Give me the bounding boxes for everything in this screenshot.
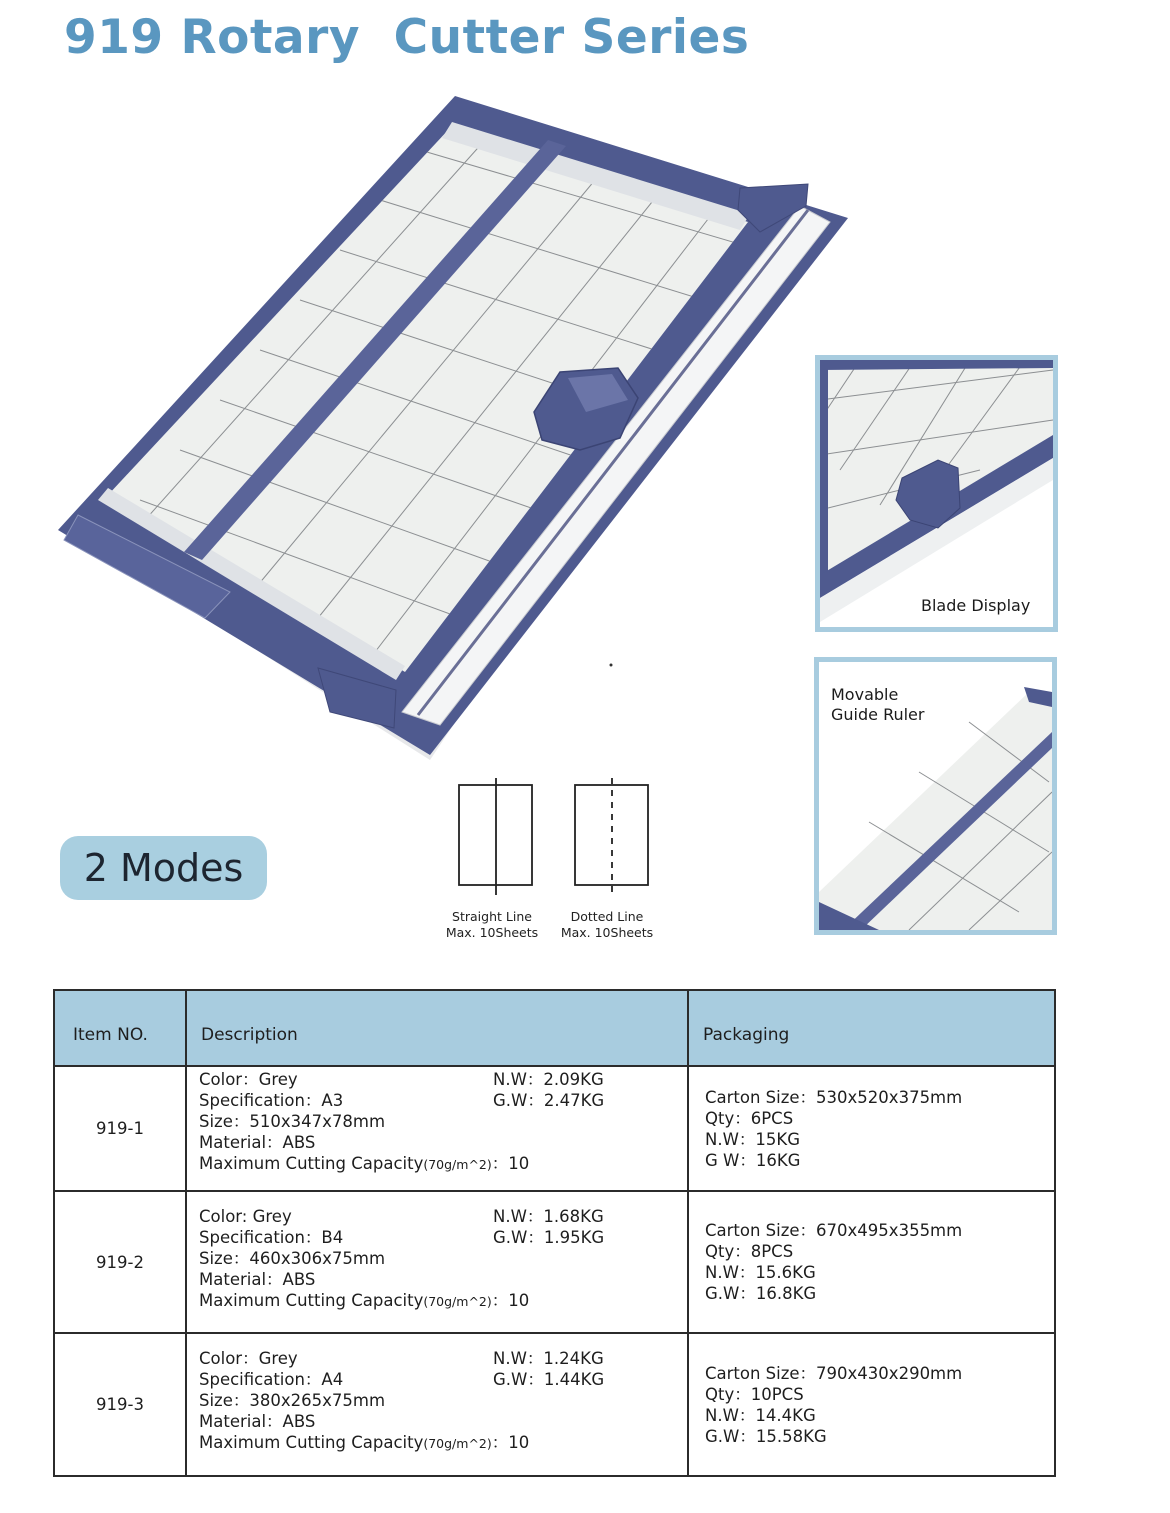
capacity-label: Maximum Cutting Capacity (199, 1291, 424, 1310)
capacity-unit: (70g/m^2) (423, 1294, 492, 1309)
size-value: Size：380x265x75mm (199, 1391, 386, 1410)
blade-display-label: Blade Display (921, 596, 1031, 615)
item-no-cell: 919-2 (54, 1191, 186, 1333)
capacity-number: ：10 (491, 1291, 530, 1310)
capacity-value (199, 1432, 687, 1454)
description-cell (186, 1066, 688, 1191)
quantity: Qty：6PCS (705, 1108, 794, 1128)
carton-net-weight: N.W：15.6KG (705, 1263, 816, 1282)
capacity-unit: (70g/m^2) (423, 1436, 492, 1451)
net-weight: N.W：1.68KG (493, 1207, 604, 1226)
specification-value: Specification：B4 (199, 1228, 344, 1247)
dotted-line-label: Dotted Line (570, 909, 644, 924)
header-description: Description (186, 990, 688, 1066)
description-cell (186, 1191, 688, 1333)
material-value: Material：ABS (199, 1133, 316, 1152)
dotted-line-capacity: Max. 10Sheets (560, 925, 654, 940)
guide-ruler-inset (814, 657, 1057, 935)
table-row (54, 1066, 1055, 1191)
specification-value: Specification：A4 (199, 1370, 344, 1389)
straight-line-capacity: Max. 10Sheets (445, 925, 539, 940)
header-item-no: Item NO. (54, 990, 186, 1066)
straight-line-label: Straight Line (452, 909, 532, 924)
quantity: Qty：8PCS (705, 1242, 794, 1261)
table-header-row (54, 990, 1055, 1066)
item-no-cell: 919-3 (54, 1333, 186, 1476)
color-value: Color：Grey (199, 1349, 298, 1368)
packaging-cell (688, 1333, 1055, 1476)
blade-closeup-image (820, 360, 1053, 627)
blade-display-inset (815, 355, 1058, 632)
gross-weight: G.W：2.47KG (493, 1091, 605, 1110)
straight-line-caption (427, 909, 557, 941)
quantity: Qty：10PCS (705, 1384, 804, 1404)
dotted-line-caption (542, 909, 672, 941)
carton-net-weight: N.W：14.4KG (705, 1405, 816, 1425)
table-row (54, 1333, 1055, 1476)
rotary-cutter-illustration (0, 0, 870, 770)
carton-net-weight: N.W：15KG (705, 1129, 801, 1149)
guide-ruler-label: Movable Guide Ruler (831, 685, 925, 724)
capacity-label: Maximum Cutting Capacity (199, 1154, 424, 1173)
gross-weight: G.W：1.44KG (493, 1370, 605, 1389)
color-value: Color: Grey (199, 1207, 292, 1226)
size-value: Size：510x347x78mm (199, 1112, 386, 1131)
packaging-cell (688, 1191, 1055, 1333)
carton-size: Carton Size：670x495x355mm (705, 1221, 963, 1240)
capacity-value (199, 1153, 687, 1175)
size-value: Size：460x306x75mm (199, 1249, 386, 1268)
carton-size: Carton Size：790x430x290mm (705, 1363, 963, 1383)
capacity-number: ：10 (491, 1433, 530, 1452)
specification-value: Specification：A3 (199, 1091, 344, 1110)
net-weight: N.W：2.09KG (493, 1070, 604, 1089)
color-value: Color：Grey (199, 1070, 298, 1089)
table-row (54, 1191, 1055, 1333)
material-value: Material：ABS (199, 1412, 316, 1431)
capacity-value (199, 1290, 687, 1312)
net-weight: N.W：1.24KG (493, 1349, 604, 1368)
carton-gross-weight: G.W：16.8KG (705, 1284, 817, 1303)
specification-table (53, 989, 1056, 1477)
capacity-unit: (70g/m^2) (423, 1157, 492, 1172)
carton-gross-weight: G W：16KG (705, 1150, 801, 1170)
material-value: Material：ABS (199, 1270, 316, 1289)
header-packaging: Packaging (688, 990, 1055, 1066)
capacity-label: Maximum Cutting Capacity (199, 1433, 424, 1452)
dotted-line-mode-icon (572, 778, 652, 898)
capacity-number: ：10 (491, 1154, 530, 1173)
modes-badge: 2 Modes (60, 836, 267, 900)
packaging-cell (688, 1066, 1055, 1191)
description-cell (186, 1333, 688, 1476)
carton-size: Carton Size：530x520x375mm (705, 1087, 963, 1107)
page-title: 919 Rotary Cutter Series (64, 10, 750, 65)
carton-gross-weight: G.W：15.58KG (705, 1426, 827, 1446)
item-no-cell: 919-1 (54, 1066, 186, 1191)
straight-line-mode-icon (456, 778, 536, 898)
gross-weight: G.W：1.95KG (493, 1228, 605, 1247)
